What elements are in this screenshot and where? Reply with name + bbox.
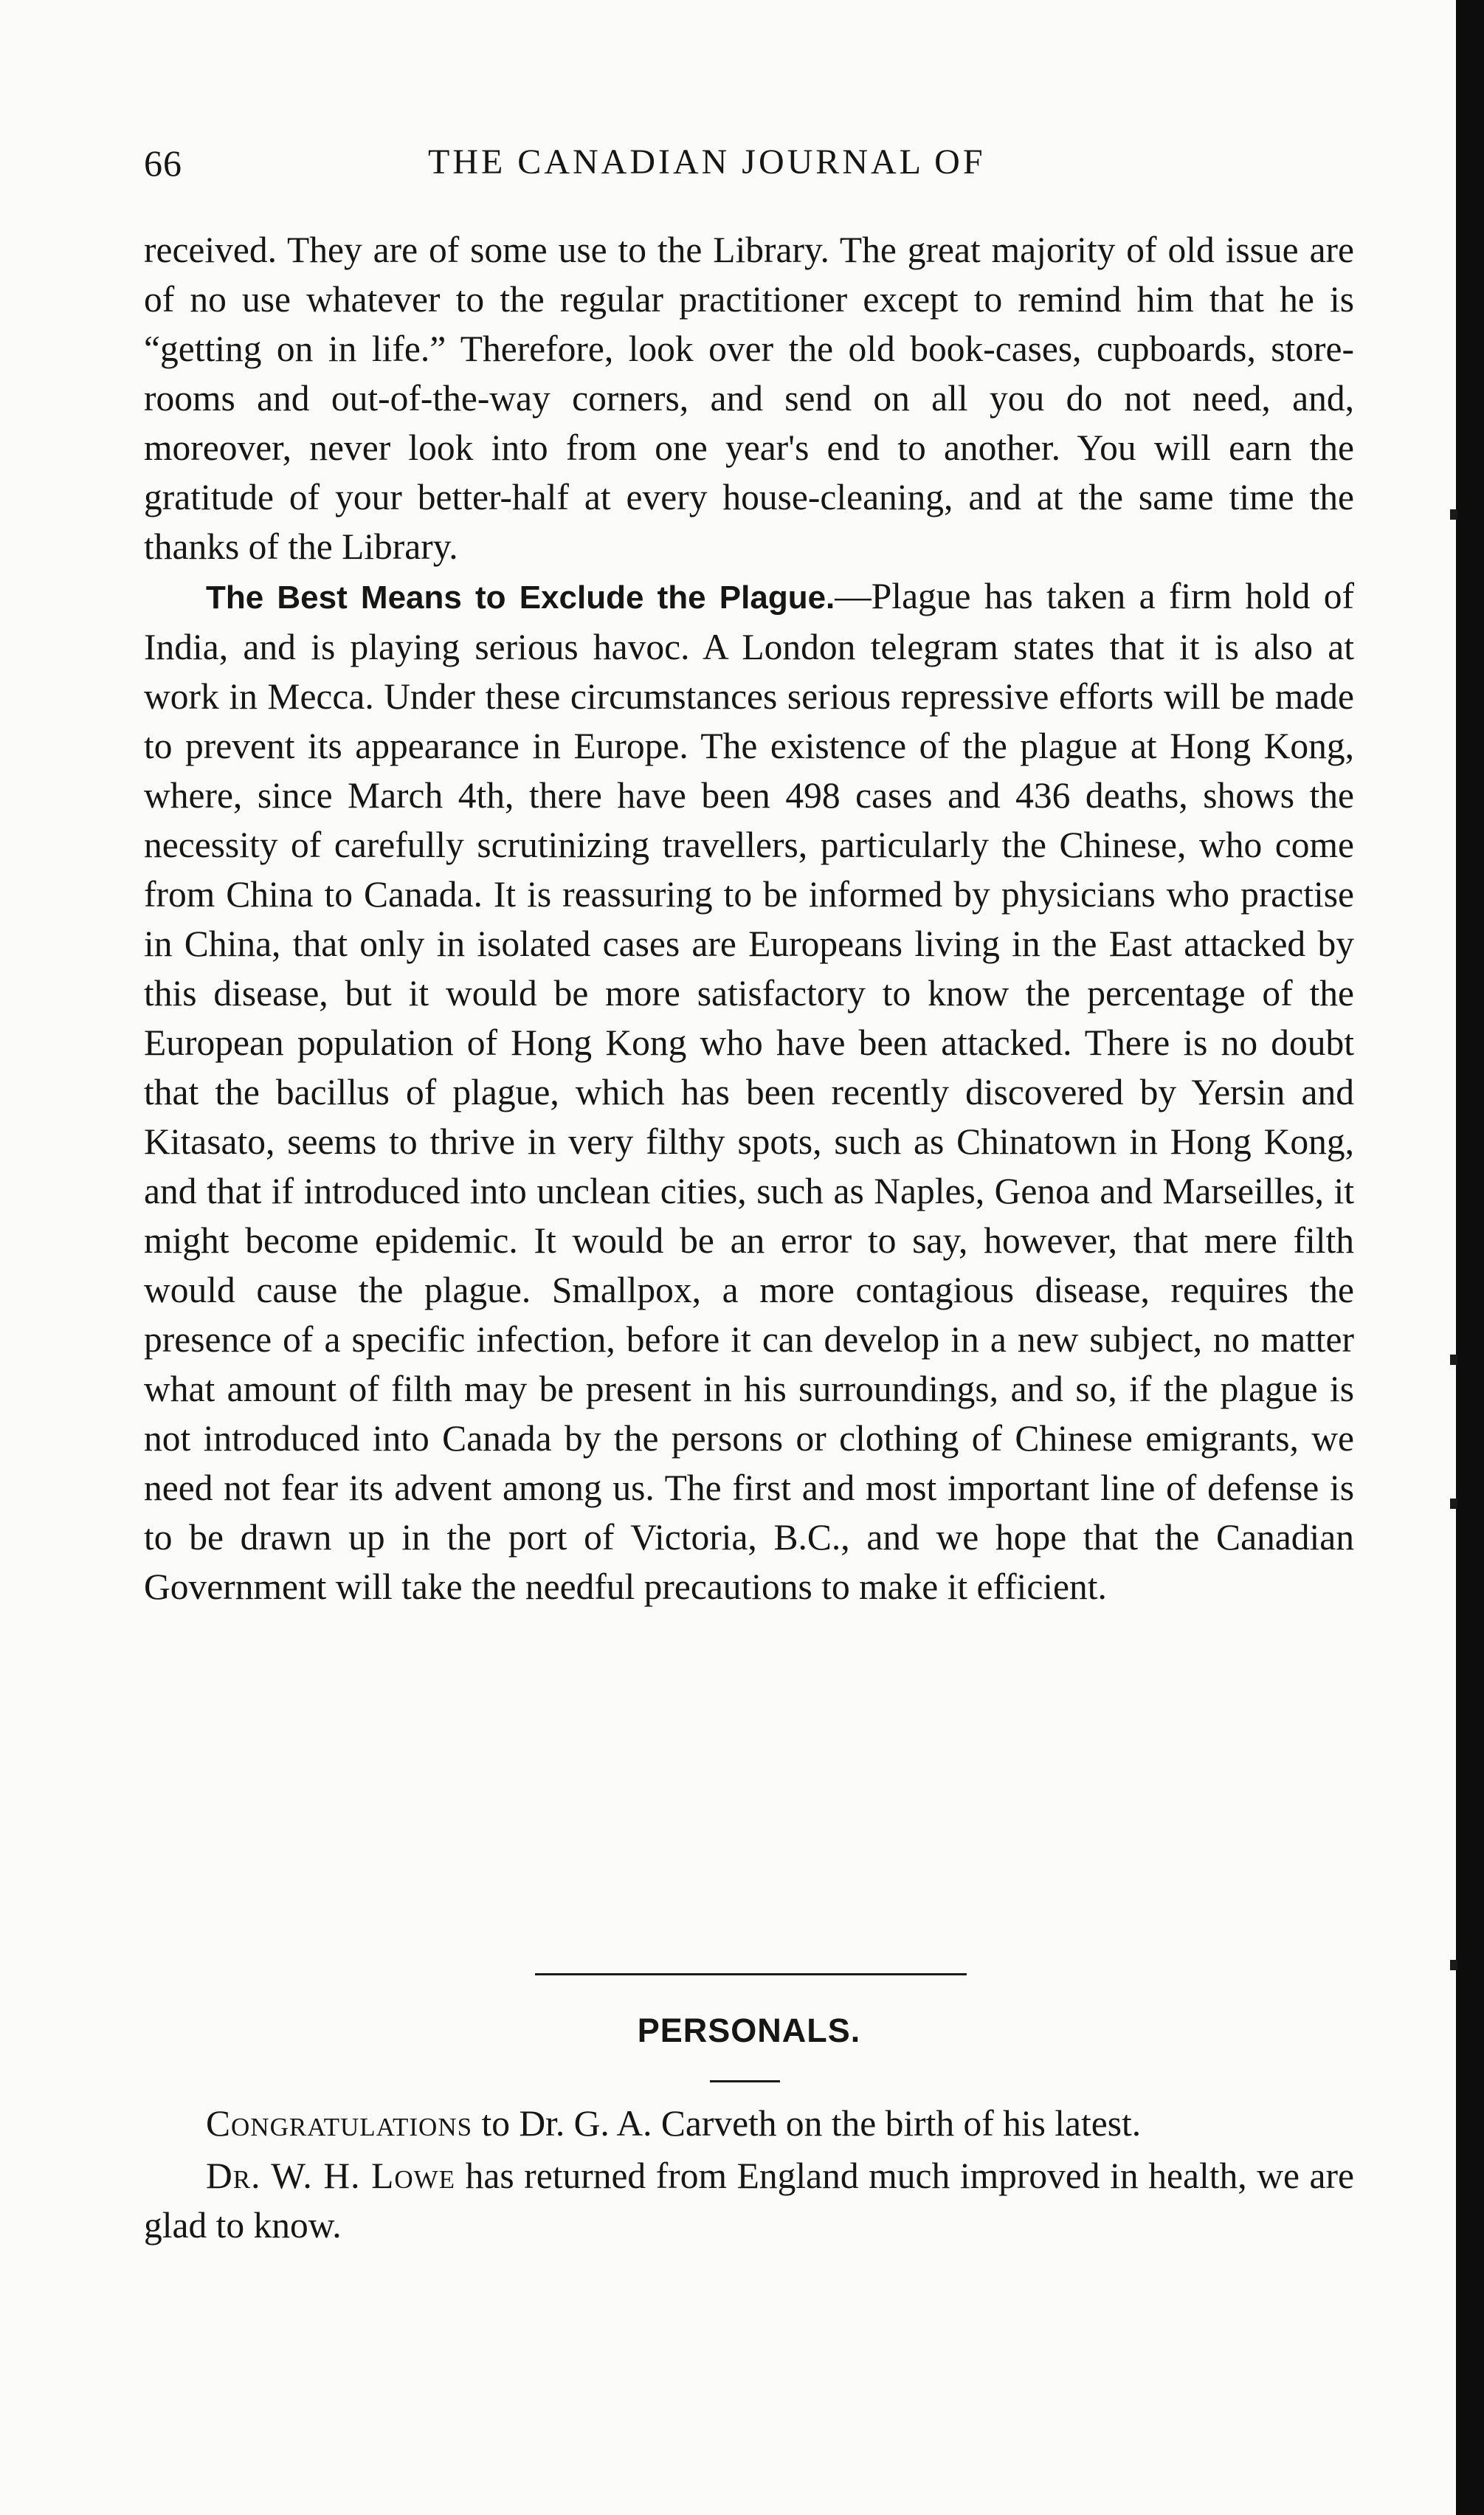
- personal-item-text: has returned from England much improved in health, we are glad to know.: [144, 2156, 1354, 2246]
- article-body: [144, 225, 1354, 1611]
- personal-item-lead: Congratulations: [206, 2103, 473, 2144]
- page-binding-shadow: [1456, 0, 1484, 2515]
- binding-speck: [1450, 1355, 1457, 1365]
- personal-item: [144, 2151, 1354, 2250]
- binding-speck: [1450, 1499, 1457, 1509]
- plague-section-body: —Plague has taken a firm hold of India, and is playing serious havoc. A London telegram states that it is also at work in Mecca. Under these circumstances serious repressive efforts will be made to prevent its appearance in Europe. The existence of the plague at Hong Kong, where, since March 4th, there have been 498 cases and 436 deaths, shows the necessity of carefully scrutinizing travellers, particularly the Chinese, who come from China to Canada. It is reassuring to be informed by physicians who practise in China, that only in isolated cases are Europeans living in the East attacked by this disease, but it would be more satisfactory to know the percentage of the European population of Hong Kong who have been attacked. There is no doubt that the bacillus of plague, which has been recently discovered by Yersin and Kitasato, seems to thrive in very filthy spots, such as Chinatown in Hong Kong, and that if introduced into unclean cities, such as Naples, Genoa and Marseilles, it might become epidemic. It would be an error to say, however, that mere filth would cause the plague. Smallpox, a more contagious disease, requires the presence of a specific infection, before it can develop in a new subject, no matter what amount of filth may be present in his surroundings, and so, if the plague is not introduced into Canada by the persons or clothing of Chinese emigrants, we need not fear its advent among us. The first and most important line of defense is to be drawn up in the port of Victoria, B.C., and we hope that the Canadian Government will take the needful precautions to make it efficient.: [144, 576, 1354, 1607]
- binding-speck: [1450, 1960, 1457, 1970]
- heading-underline: [710, 2080, 780, 2082]
- running-head: THE CANADIAN JOURNAL OF: [428, 142, 986, 182]
- plague-paragraph: [144, 571, 1354, 1611]
- plague-section-title: The Best Means to Exclude the Plague.: [206, 579, 835, 616]
- continuation-paragraph: received. They are of some use to the Library. The great majority of old issue are of no use whatever to the regular practitioner except to remind him that he is “getting on in life.” Therefore, look over the old book-cases, cupboards, store-rooms and out-of-the-way corners, and send on all you do not need, and, moreover, never look into from one year's end to another. You will earn the gratitude of your better-half at every house-cleaning, and at the same time the thanks of the Library.: [144, 230, 1354, 567]
- personals-list: [144, 2099, 1354, 2253]
- personal-item-text: to Dr. G. A. Carveth on the birth of his latest.: [472, 2103, 1142, 2144]
- page-header: [144, 142, 1354, 193]
- page-number: 66: [144, 142, 182, 184]
- personals-heading: PERSONALS.: [637, 2012, 861, 2049]
- binding-speck: [1450, 509, 1457, 520]
- personal-item: [144, 2099, 1354, 2148]
- personal-item-lead: Dr. W. H. Lowe: [206, 2156, 456, 2196]
- section-divider: [535, 1973, 967, 1975]
